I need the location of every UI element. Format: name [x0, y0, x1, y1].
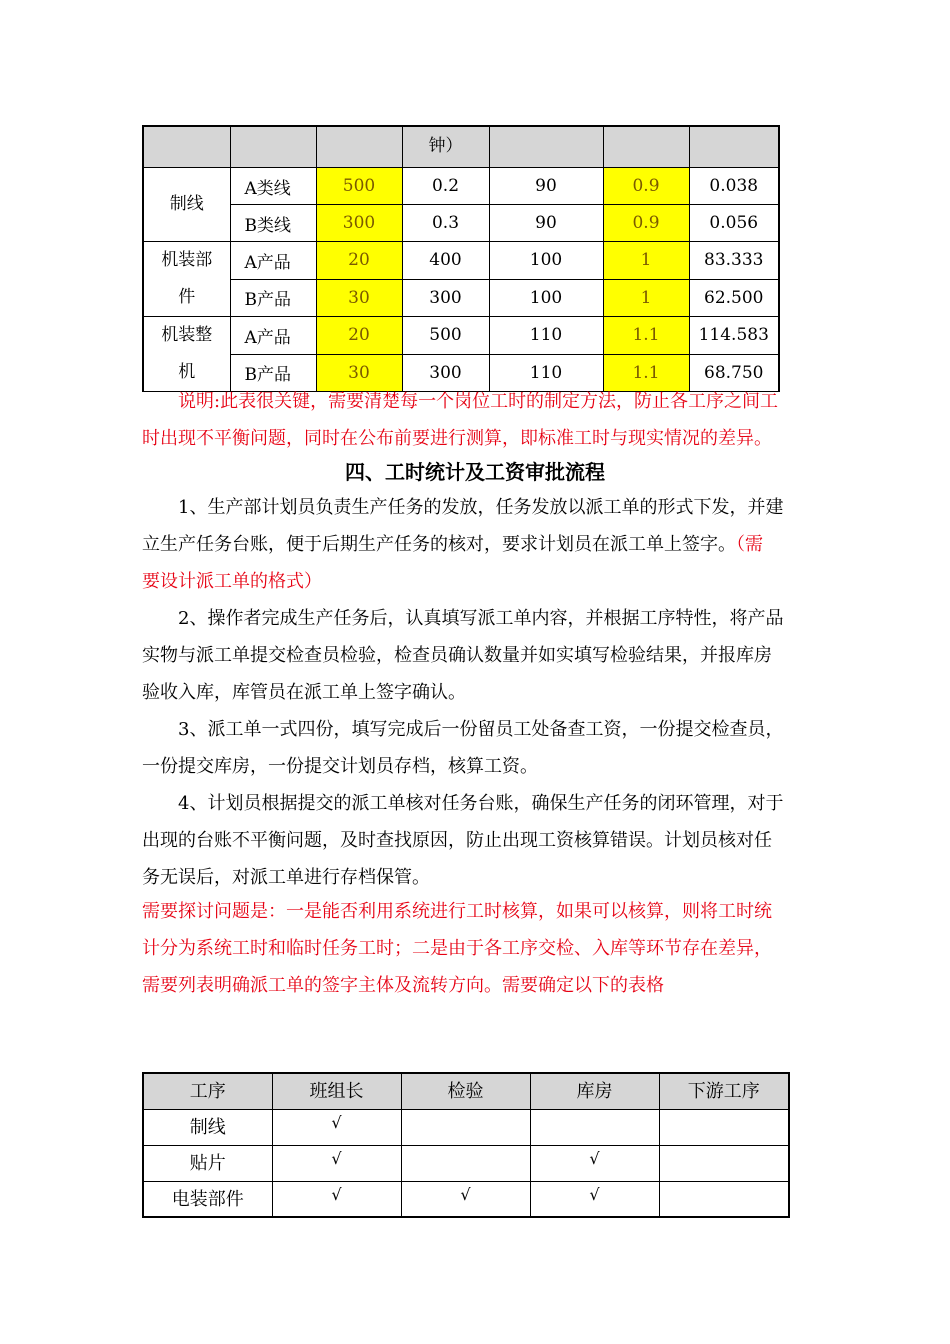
- header-cell: [230, 126, 316, 168]
- header-cell: 班组长: [272, 1073, 401, 1109]
- quantity-cell: 500: [316, 168, 402, 205]
- header-cell: [143, 126, 230, 168]
- result-cell: 0.056: [689, 205, 779, 242]
- coefficient-cell: 1: [603, 279, 689, 317]
- header-cell: 钟）: [402, 126, 489, 168]
- p2-line3: 验收入库，库管员在派工单上签字确认。: [142, 682, 466, 703]
- table-header-row: [143, 1073, 789, 1109]
- check-cell: [659, 1145, 789, 1181]
- value-cell: 0.3: [402, 205, 489, 242]
- quantity-cell: 20: [316, 317, 402, 355]
- p2-line2: 实物与派工单提交检查员检验，检查员确认数量并如实填写检验结果，并报库房: [142, 645, 772, 666]
- p4-line1: 4、计划员根据提交的派工单核对任务台账，确保生产任务的闭环管理，对于: [178, 793, 784, 814]
- value-cell: 300: [402, 279, 489, 317]
- table-row: [143, 168, 779, 205]
- process-cell: 制线: [143, 1109, 272, 1145]
- note-line2: 时出现不平衡问题，同时在公布前要进行测算，即标准工时与现实情况的差异。: [142, 428, 772, 449]
- value-cell: 0.2: [402, 168, 489, 205]
- item-cell: A产品: [230, 317, 316, 355]
- discussion-note: [142, 893, 812, 1004]
- q-line1: 需要探讨问题是：一是能否利用系统进行工时核算，如果可以核算，则将工时统: [142, 901, 772, 922]
- quantity-cell: 20: [316, 242, 402, 280]
- header-cell: 库房: [530, 1073, 659, 1109]
- item-cell: B产品: [230, 354, 316, 392]
- quantity-cell: 30: [316, 354, 402, 392]
- result-cell: 114.583: [689, 317, 779, 355]
- check-cell: [659, 1109, 789, 1145]
- header-cell: [603, 126, 689, 168]
- coefficient-cell: 0.9: [603, 168, 689, 205]
- process-cell: 电装部件: [143, 1181, 272, 1217]
- table-row: [143, 317, 779, 355]
- signature-flow-table: [142, 1072, 790, 1218]
- header-cell: [316, 126, 402, 168]
- check-cell: [401, 1109, 530, 1145]
- q-line2: 计分为系统工时和临时任务工时；二是由于各工序交检、入库等环节存在差异，: [142, 938, 772, 959]
- check-cell: [659, 1181, 789, 1217]
- table-row: [143, 205, 779, 242]
- result-cell: 62.500: [689, 279, 779, 317]
- item-cell: A产品: [230, 242, 316, 280]
- value-cell: 100: [489, 279, 603, 317]
- group-cell: 制线: [143, 168, 230, 242]
- result-cell: 68.750: [689, 354, 779, 392]
- table-row: [143, 1109, 789, 1145]
- check-cell: √: [272, 1145, 401, 1181]
- paragraph-2: [142, 600, 812, 711]
- quantity-cell: 30: [316, 279, 402, 317]
- value-cell: 500: [402, 317, 489, 355]
- table-header-row: [143, 126, 779, 168]
- item-cell: B产品: [230, 279, 316, 317]
- check-cell: √: [530, 1181, 659, 1217]
- header-cell: 工序: [143, 1073, 272, 1109]
- paragraph-1: [142, 489, 812, 600]
- item-cell: A类线: [230, 168, 316, 205]
- group-cell: [143, 242, 230, 317]
- p3-line1: 3、派工单一式四份，填写完成后一份留员工处备查工资，一份提交检查员，: [178, 719, 784, 740]
- table-row: [143, 242, 779, 280]
- p2-line1: 2、操作者完成生产任务后，认真填写派工单内容，并根据工序特性，将产品: [178, 608, 784, 629]
- p1-line3: 要设计派工单的格式）: [142, 571, 322, 592]
- header-cell: 下游工序: [659, 1073, 789, 1109]
- group-name-line1: 机装部: [161, 250, 213, 270]
- q-line3: 需要列表明确派工单的签字主体及流转方向。需要确定以下的表格: [142, 975, 664, 996]
- table-note: [142, 383, 812, 457]
- p4-line2: 出现的台账不平衡问题，及时查找原因，防止出现工资核算错误。计划员核对任: [142, 830, 772, 851]
- paragraph-3: [142, 711, 812, 785]
- table-row: [143, 279, 779, 317]
- group-name-line2: 机: [178, 362, 196, 382]
- paragraph-4: [142, 785, 812, 896]
- table-row: [143, 1145, 789, 1181]
- quantity-cell: 300: [316, 205, 402, 242]
- p3-line2: 一份提交库房，一份提交计划员存档，核算工资。: [142, 756, 538, 777]
- value-cell: 110: [489, 354, 603, 392]
- item-cell: B类线: [230, 205, 316, 242]
- result-cell: 0.038: [689, 168, 779, 205]
- p1-line2: 立生产任务台账，便于后期生产任务的核对，要求计划员在派工单上签字。: [142, 534, 736, 555]
- check-cell: √: [272, 1109, 401, 1145]
- value-cell: 100: [489, 242, 603, 280]
- value-cell: 90: [489, 168, 603, 205]
- check-cell: [401, 1145, 530, 1181]
- coefficient-cell: 0.9: [603, 205, 689, 242]
- check-cell: [530, 1109, 659, 1145]
- group-cell: [143, 317, 230, 392]
- value-cell: 90: [489, 205, 603, 242]
- check-cell: √: [530, 1145, 659, 1181]
- group-name-line1: 机装整: [161, 325, 213, 345]
- result-cell: 83.333: [689, 242, 779, 280]
- header-cell: 检验: [401, 1073, 530, 1109]
- value-cell: 400: [402, 242, 489, 280]
- process-cell: 贴片: [143, 1145, 272, 1181]
- coefficient-cell: 1.1: [603, 317, 689, 355]
- check-cell: √: [401, 1181, 530, 1217]
- note-line1: 说明:此表很关键，需要清楚每一个岗位工时的制定方法，防止各工序之间工: [178, 391, 779, 412]
- section-title: 四、工时统计及工资审批流程: [345, 460, 605, 484]
- p1-line2-red: （需: [736, 534, 763, 555]
- work-hour-table: [142, 125, 780, 392]
- value-cell: 110: [489, 317, 603, 355]
- value-cell: 300: [402, 354, 489, 392]
- group-name-line2: 件: [178, 287, 196, 307]
- header-cell: [689, 126, 779, 168]
- coefficient-cell: 1: [603, 242, 689, 280]
- p1-line1: 1、生产部计划员负责生产任务的发放，任务发放以派工单的形式下发，并建: [178, 497, 784, 518]
- check-cell: √: [272, 1181, 401, 1217]
- table-row: [143, 1181, 789, 1217]
- header-cell: [489, 126, 603, 168]
- coefficient-cell: 1.1: [603, 354, 689, 392]
- p4-line3: 务无误后，对派工单进行存档保管。: [142, 867, 430, 888]
